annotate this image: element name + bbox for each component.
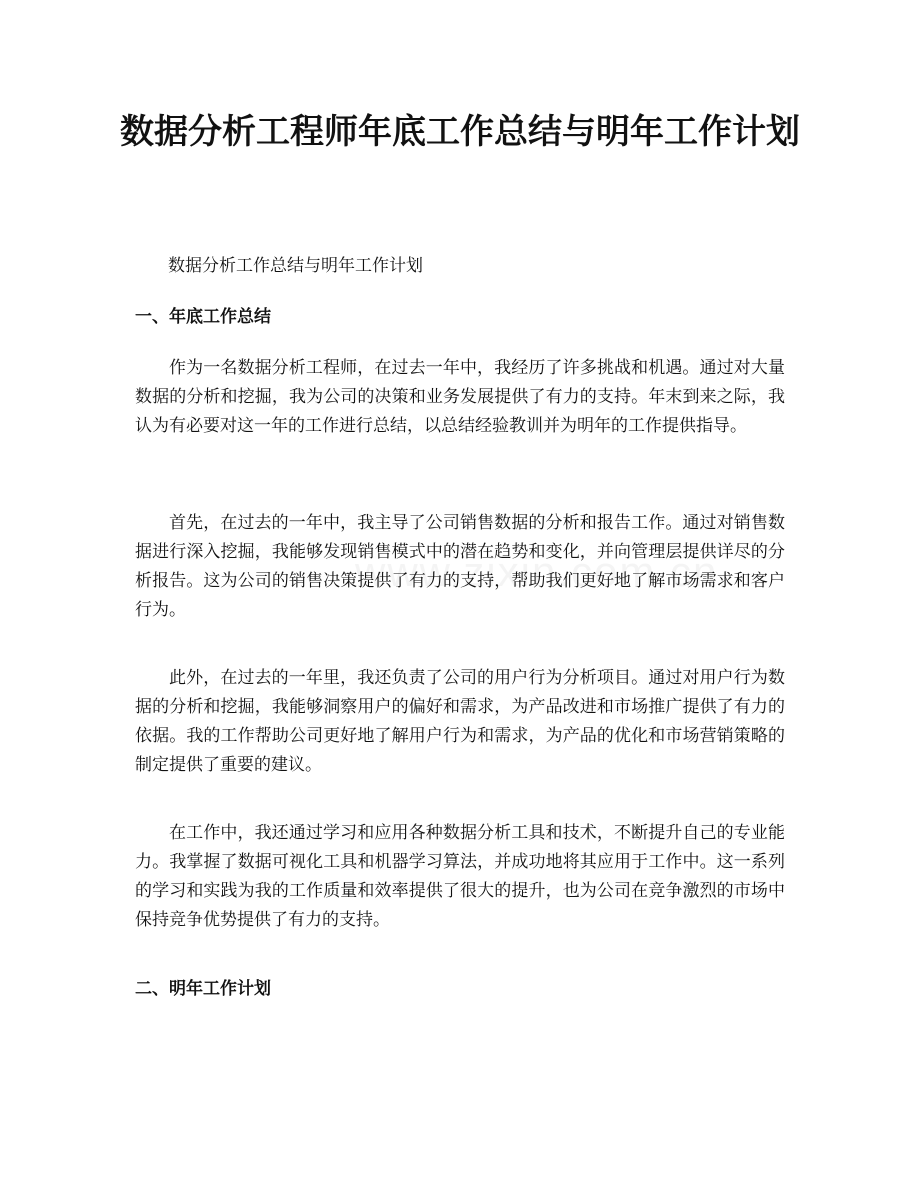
paragraph-sales-analysis: 首先，在过去的一年中，我主导了公司销售数据的分析和报告工作。通过对销售数据进行深入挖掘，我能够发现销售模式中的潜在趋势和变化，并向管理层提供详尽的分析报告。这为公司的销售决策提供了有力的支持，帮助我们更好地了解市场需求和客户行为。 xyxy=(135,513,785,620)
paragraph-intro: 作为一名数据分析工程师，在过去一年中，我经历了许多挑战和机遇。通过对大量数据的分析和挖掘，我为公司的决策和业务发展提供了有力的支持。年末到来之际，我认为有必要对这一年的工作进行总结，以总结经验教训并为明年的工作提供指导。 xyxy=(135,358,785,436)
section-heading-plan: 二、明年工作计划 xyxy=(135,979,271,999)
section-heading-summary: 一、年底工作总结 xyxy=(135,307,271,327)
document-title: 数据分析工程师年底工作总结与明年工作计划 xyxy=(120,112,800,152)
paragraph-user-behavior: 此外，在过去的一年里，我还负责了公司的用户行为分析项目。通过对用户行为数据的分析和挖掘，我能够洞察用户的偏好和需求，为产品改进和市场推广提供了有力的依据。我的工作帮助公司更好地了解用户行为和需求，为产品的优化和市场营销策略的制定提供了重要的建议。 xyxy=(135,668,785,775)
paragraph-skills: 在工作中，我还通过学习和应用各种数据分析工具和技术，不断提升自己的专业能力。我掌握了数据可视化工具和机器学习算法，并成功地将其应用于工作中。这一系列的学习和实践为我的工作质量和效率提供了很大的提升，也为公司在竞争激烈的市场中保持竞争优势提供了有力的支持。 xyxy=(135,823,785,930)
document-subtitle: 数据分析工作总结与明年工作计划 xyxy=(168,256,423,276)
